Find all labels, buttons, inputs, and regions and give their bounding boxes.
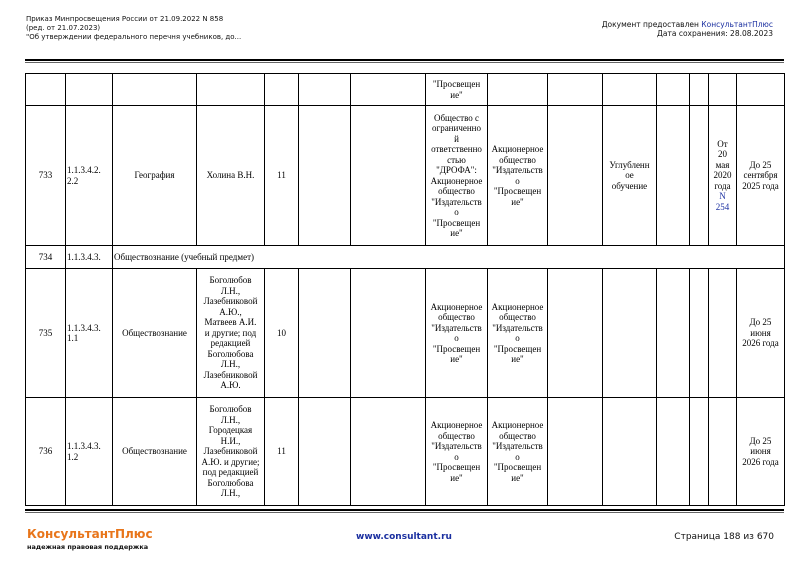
valid-until-cell: До 25 июня 2026 года bbox=[737, 269, 785, 398]
row-code: 1.1.3.4.2. 2.2 bbox=[66, 106, 113, 246]
row-code: 1.1.3.4.3. bbox=[66, 246, 113, 269]
table-row bbox=[26, 74, 785, 106]
row-number: 733 bbox=[26, 106, 66, 246]
publisher-cell: Акционерное общество "Издательств о "Просвещен ие" bbox=[488, 398, 548, 506]
grade-cell: 11 bbox=[265, 106, 299, 246]
section-heading: Обществознание (учебный предмет) bbox=[113, 246, 785, 269]
provided-by-label: Документ предоставлен bbox=[601, 20, 702, 29]
subject-cell: География bbox=[113, 106, 197, 246]
header-divider bbox=[25, 59, 784, 63]
grade-cell: 10 bbox=[265, 269, 299, 398]
page-counter: Страница 188 из 670 bbox=[674, 532, 774, 542]
logo-tagline: надежная правовая поддержка bbox=[27, 543, 149, 551]
textbook-table bbox=[25, 73, 785, 506]
table-row bbox=[26, 106, 785, 246]
row-number: 736 bbox=[26, 398, 66, 506]
website-link[interactable]: www.consultant.ru bbox=[356, 532, 452, 542]
publisher-cell: Акционерное общество "Издательств о "Просвещен ие" bbox=[426, 269, 488, 398]
table-row bbox=[26, 246, 785, 269]
table-row bbox=[26, 269, 785, 398]
authors-cell: Боголюбов Л.Н., Городецкая Н.И., Лазебниковой А.Ю. и другие; под редакцией Боголюбова Л.Н., bbox=[197, 398, 265, 506]
publisher-cell: Акционерное общество "Издательств о "Просвещен ие" bbox=[426, 398, 488, 506]
valid-until-cell: До 25 июня 2026 года bbox=[737, 398, 785, 506]
doc-title-line: Приказ Минпросвещения России от 21.09.2022 N 858 bbox=[26, 15, 224, 23]
publisher-cell: "Просвещен ие" bbox=[426, 74, 488, 106]
consultant-logo bbox=[27, 527, 153, 551]
doc-subject-line: "Об утверждении федерального перечня учебников, до... bbox=[26, 33, 242, 41]
authors-cell: Холина В.Н. bbox=[197, 106, 265, 246]
valid-until-cell: До 25 сентября 2025 года bbox=[737, 106, 785, 246]
publisher-cell: Акционерное общество "Издательств о "Просвещен ие" bbox=[488, 106, 548, 246]
row-code: 1.1.3.4.3. 1.2 bbox=[66, 398, 113, 506]
publisher-cell: Акционерное общество "Издательств о "Просвещен ие" bbox=[488, 269, 548, 398]
authors-cell: Боголюбов Л.Н., Лазебниковой А.Ю., Матвеев А.И. и другие; под редакцией Боголюбова Л.Н., Лазебниковой А.Ю. bbox=[197, 269, 265, 398]
subject-cell: Обществознание bbox=[113, 269, 197, 398]
row-number: 735 bbox=[26, 269, 66, 398]
subject-cell: Обществознание bbox=[113, 398, 197, 506]
row-number: 734 bbox=[26, 246, 66, 269]
document-title bbox=[26, 15, 241, 42]
provider-link[interactable]: КонсультантПлюс bbox=[701, 20, 773, 29]
education-level-cell: Углубленн ое обучение bbox=[603, 106, 657, 246]
logo-text: КонсультантПлюс bbox=[27, 527, 153, 541]
order-number-link[interactable]: N 254 bbox=[715, 191, 730, 212]
order-date-cell bbox=[709, 106, 737, 246]
provider-info bbox=[602, 20, 773, 38]
table-row bbox=[26, 398, 785, 506]
grade-cell: 11 bbox=[265, 398, 299, 506]
order-date: От 20 мая 2020 года bbox=[713, 138, 732, 191]
footer-divider bbox=[25, 509, 784, 513]
row-code: 1.1.3.4.3. 1.1 bbox=[66, 269, 113, 398]
doc-edition-line: (ред. от 21.07.2023) bbox=[26, 24, 101, 32]
saved-date: Дата сохранения: 28.08.2023 bbox=[657, 29, 773, 38]
publisher-cell: Общество с ограниченно й ответственно стью "ДРОФА": Акционерное общество "Издательств о "Просвещен ие" bbox=[426, 106, 488, 246]
